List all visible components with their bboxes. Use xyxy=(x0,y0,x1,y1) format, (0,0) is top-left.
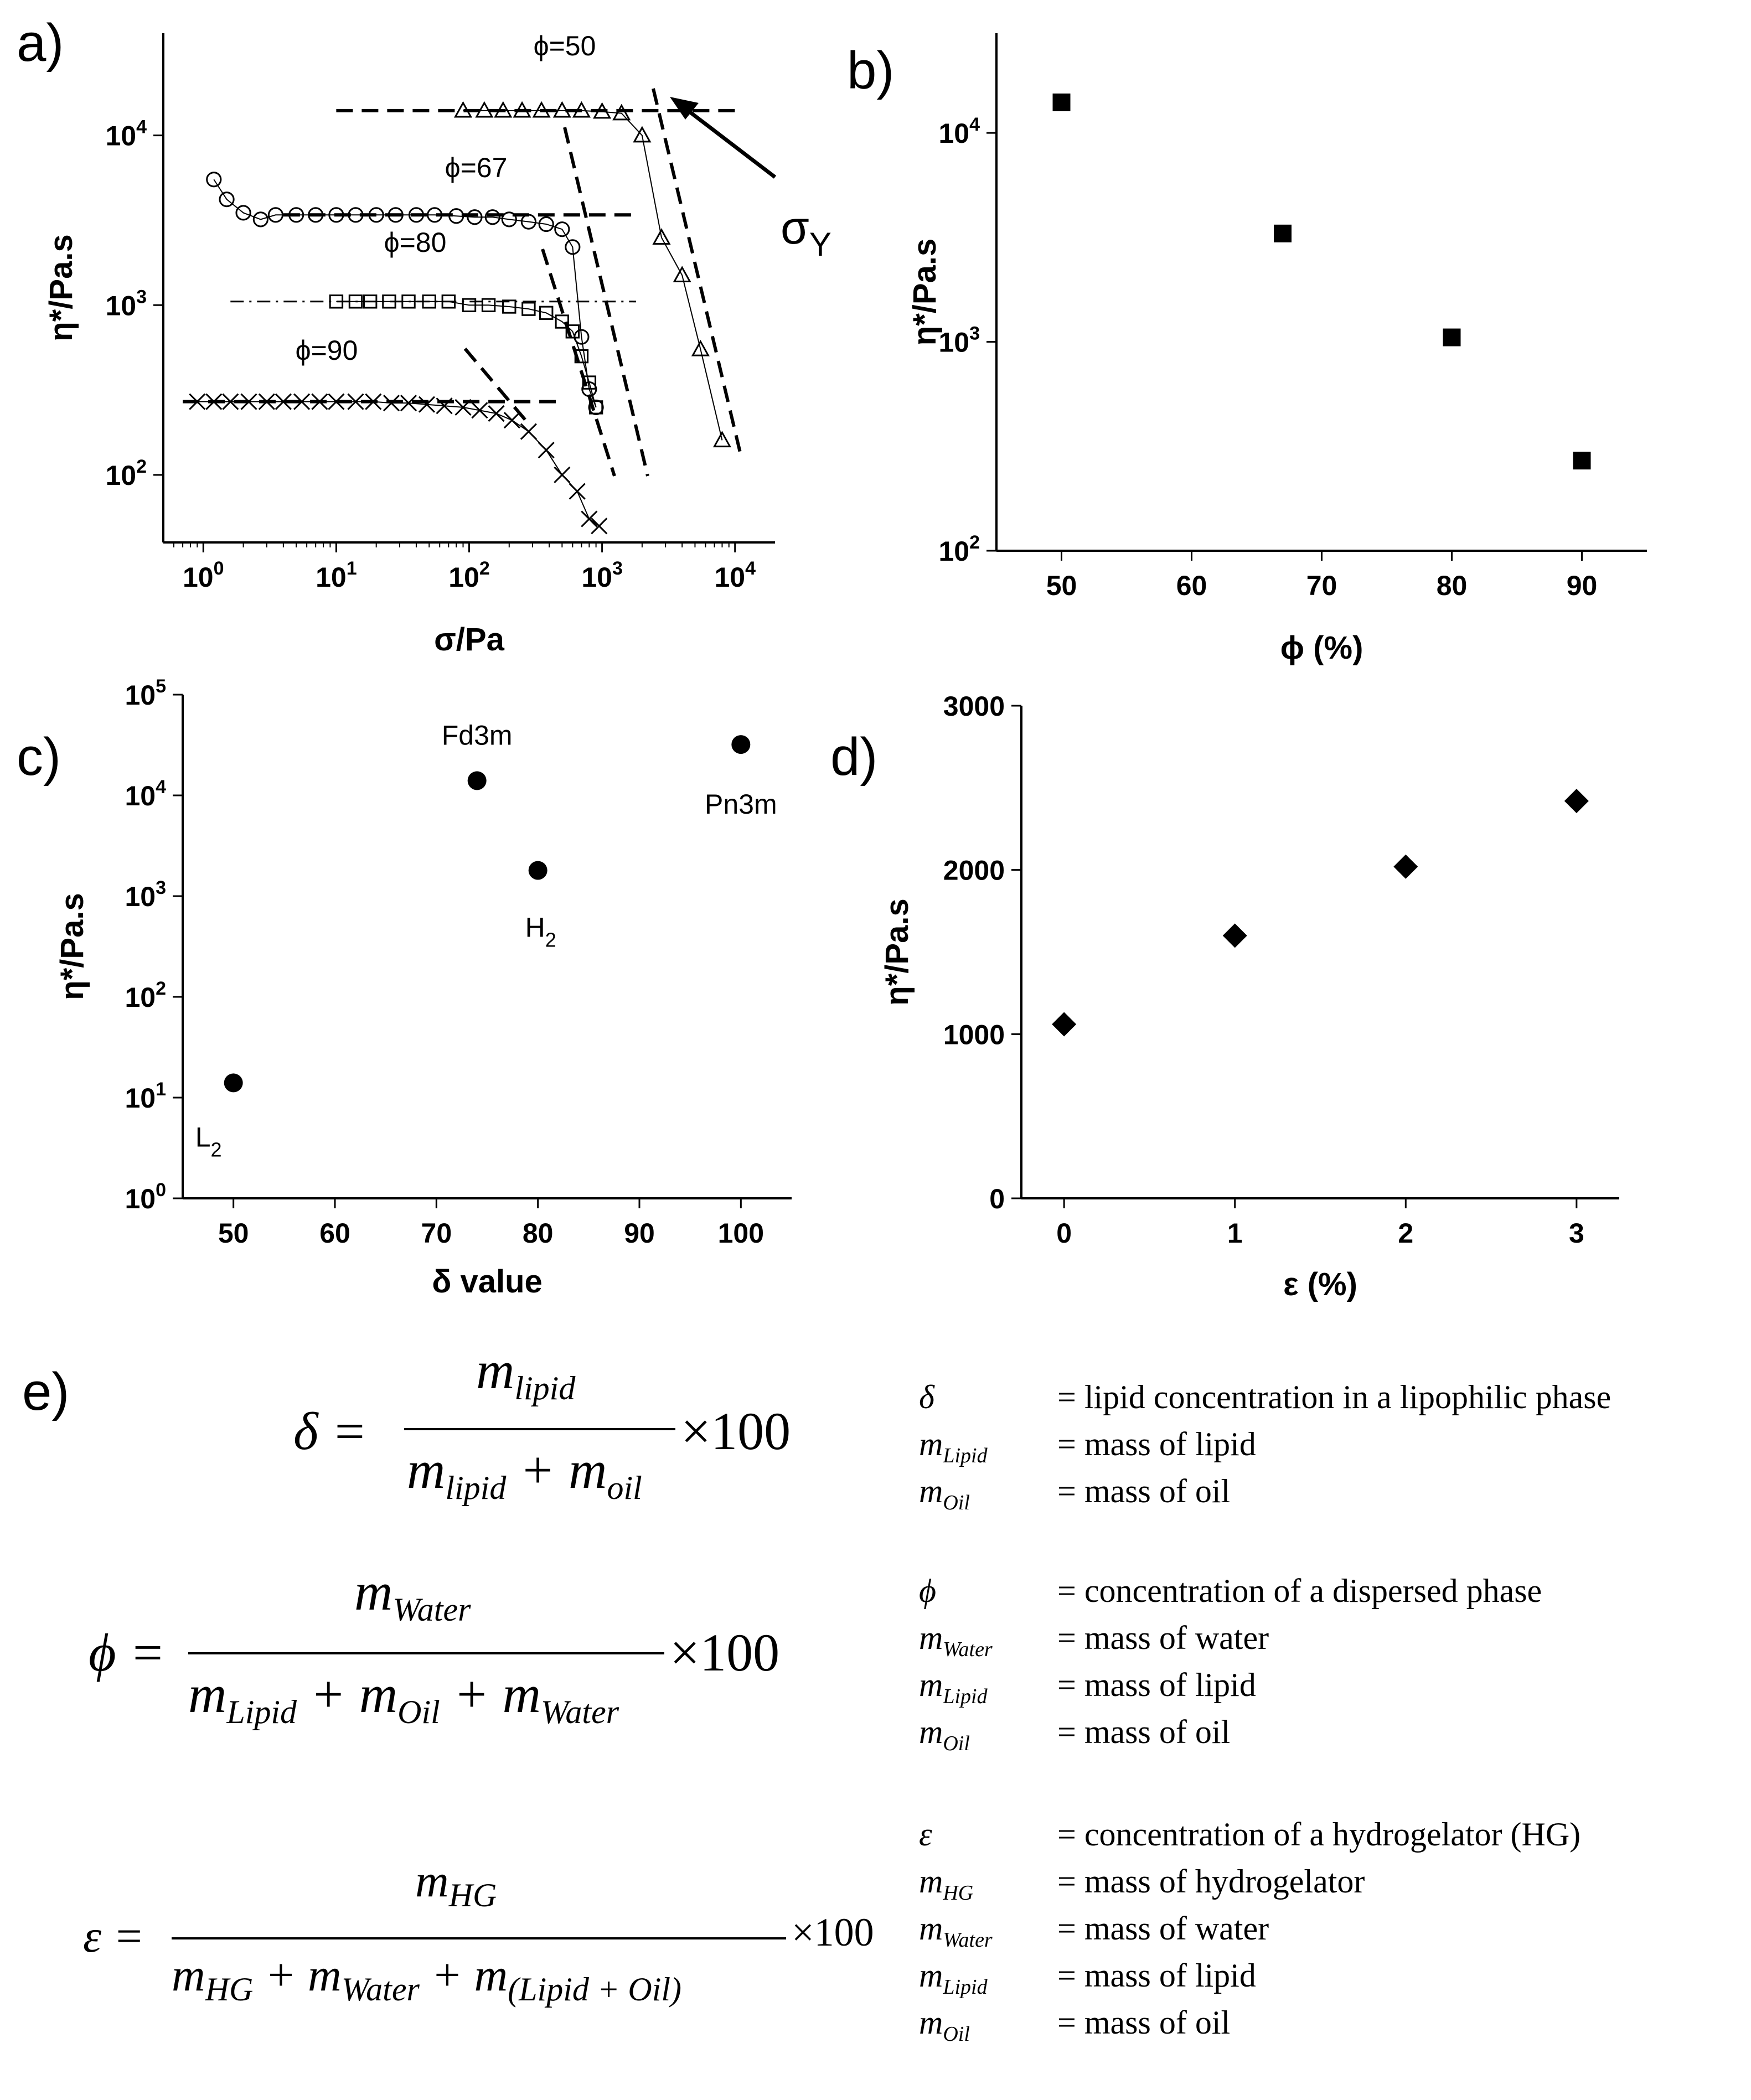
x-tick-label: 90 xyxy=(624,1218,655,1249)
data-point xyxy=(731,735,750,754)
definition-symbol: $m_{Lipid}$ xyxy=(919,1667,988,1708)
definition-text: = concentration of a dispersed phase xyxy=(1057,1573,1542,1609)
series-line xyxy=(197,402,599,526)
epsilon-lhs: ε = xyxy=(83,1911,144,1962)
x-axis-label: δ value xyxy=(432,1264,543,1300)
data-point xyxy=(489,406,504,421)
phi-equation xyxy=(89,1561,808,1738)
phi-denominator: $m_{Lipid} + m_{Oil} + m_{Water}$ xyxy=(188,1664,619,1731)
definition-text: = mass of lipid xyxy=(1057,1426,1256,1462)
y-tick-label: 3000 xyxy=(943,691,1005,722)
x-tick-label: 80 xyxy=(522,1218,554,1249)
epsilon-equation xyxy=(83,1854,886,2031)
y-axis-label: η*/Pa.s xyxy=(54,893,90,1000)
epsilon-times: ×100 xyxy=(792,1910,874,1954)
x-tick-label: 90 xyxy=(1566,570,1598,601)
point-label: Pn3m xyxy=(705,789,777,820)
data-point xyxy=(529,861,547,880)
x-tick-label: 60 xyxy=(1176,570,1207,601)
data-point xyxy=(504,412,520,428)
y-tick-label: $10^2$ xyxy=(105,456,147,491)
data-point xyxy=(468,771,487,790)
definition-text: = mass of lipid xyxy=(1057,1957,1256,1994)
y-tick-label: $10^3$ xyxy=(938,323,980,358)
delta-times: ×100 xyxy=(681,1401,791,1461)
x-tick-label: 70 xyxy=(1306,570,1337,601)
x-tick-label: 100 xyxy=(717,1218,765,1249)
y-tick-label: $10^4$ xyxy=(105,116,147,152)
definition-symbol: $m_{HG}$ xyxy=(919,1863,974,1905)
y-tick-label: 1000 xyxy=(943,1019,1005,1051)
definition-symbol: $m_{Oil}$ xyxy=(919,2004,970,2046)
chart-a xyxy=(43,30,831,658)
x-tick-label: $10^4$ xyxy=(714,558,756,593)
epsilon-denominator: $m_{HG} + m_{Water} + m_{(Lipid + Oil)}$ xyxy=(172,1949,682,2008)
phi-numerator: $m_{Water}$ xyxy=(354,1562,471,1628)
definition-symbol: $m_{Oil}$ xyxy=(919,1473,970,1514)
definition-symbol: $m_{Lipid}$ xyxy=(919,1957,988,1999)
data-point xyxy=(539,442,554,458)
definition-symbol: ϕ xyxy=(919,1573,937,1609)
y-axis-label: η*/Pa.s xyxy=(879,898,915,1006)
data-point xyxy=(1053,94,1071,111)
panel-label-a: a) xyxy=(17,13,64,73)
series-line xyxy=(336,302,596,407)
x-tick-label: 70 xyxy=(421,1218,452,1249)
chart-d xyxy=(879,691,1619,1302)
series-label: ϕ=50 xyxy=(533,30,596,61)
delta-fraction-bar xyxy=(404,1428,675,1430)
y-tick-label: $10^2$ xyxy=(125,978,166,1013)
sigma-y-arrow xyxy=(681,105,775,177)
definition-symbol: $m_{Oil}$ xyxy=(919,1714,970,1755)
data-point xyxy=(1443,329,1461,346)
x-tick-label: $10^3$ xyxy=(581,558,623,593)
panel-label-e: e) xyxy=(22,1362,70,1421)
x-tick-label: $10^2$ xyxy=(448,558,490,593)
guide-line xyxy=(653,89,742,459)
definition-text: = mass of oil xyxy=(1057,2004,1231,2041)
delta-denominator: $m_{lipid} + m_{oil}$ xyxy=(407,1440,642,1507)
series-label: ϕ=90 xyxy=(295,335,358,366)
definition-text: = concentration of a hydrogelator (HG) xyxy=(1057,1816,1581,1853)
y-tick-label: $10^0$ xyxy=(125,1180,166,1214)
x-tick-label: $10^0$ xyxy=(183,558,224,593)
data-point xyxy=(472,402,488,418)
x-tick-label: 1 xyxy=(1227,1218,1243,1249)
y-tick-label: $10^1$ xyxy=(125,1079,166,1114)
phi-fraction-bar xyxy=(188,1652,664,1654)
y-tick-label: 2000 xyxy=(943,855,1005,886)
delta-numerator: $m_{lipid}$ xyxy=(476,1341,576,1407)
data-point xyxy=(570,484,585,499)
panel-label-d: d) xyxy=(830,727,878,787)
equations-section xyxy=(0,1317,1751,2100)
definition-text: = mass of oil xyxy=(1057,1473,1231,1509)
point-label: $L_2$ xyxy=(195,1121,222,1161)
definition-text: = mass of oil xyxy=(1057,1714,1231,1750)
definition-symbol: ε xyxy=(919,1816,932,1853)
definition-symbol: $m_{Water}$ xyxy=(919,1620,993,1661)
phi-lhs: ϕ = xyxy=(89,1623,166,1682)
definition-symbol: δ xyxy=(919,1379,934,1415)
phi-times: ×100 xyxy=(670,1623,780,1682)
x-axis-label: σ/Pa xyxy=(434,622,504,658)
epsilon-fraction-bar xyxy=(172,1937,786,1939)
data-point xyxy=(224,1073,243,1092)
x-axis-label: ε (%) xyxy=(1283,1266,1357,1302)
y-axis-label: η*/Pa.s xyxy=(43,234,79,342)
definition-symbol: $m_{Water}$ xyxy=(919,1910,993,1952)
definition-text: = mass of lipid xyxy=(1057,1667,1256,1703)
delta-equation xyxy=(293,1339,847,1517)
sigma-y-label: σY xyxy=(781,201,831,263)
panel-label-c: c) xyxy=(17,727,61,787)
x-tick-label: $10^1$ xyxy=(316,558,357,593)
definition-symbol: $m_{Lipid}$ xyxy=(919,1426,988,1467)
y-tick-label: $10^5$ xyxy=(125,676,166,711)
x-tick-label: 80 xyxy=(1436,570,1468,601)
y-tick-label: 0 xyxy=(989,1183,1005,1214)
x-tick-label: 50 xyxy=(218,1218,249,1249)
x-tick-label: 50 xyxy=(1046,570,1077,601)
y-tick-label: $10^3$ xyxy=(105,286,147,322)
data-point xyxy=(1223,923,1247,948)
x-tick-label: 60 xyxy=(319,1218,350,1249)
definition-text: = mass of water xyxy=(1057,1620,1269,1656)
data-point xyxy=(554,467,570,483)
definition-text: = lipid concentration in a lipophilic phase xyxy=(1057,1379,1611,1415)
x-axis-label: ϕ (%) xyxy=(1280,630,1363,666)
series-label: ϕ=67 xyxy=(445,152,508,183)
point-label: Fd3m xyxy=(441,720,513,751)
delta-lhs: δ = xyxy=(293,1401,368,1461)
definition-text: = mass of water xyxy=(1057,1910,1269,1947)
x-tick-label: 3 xyxy=(1568,1218,1584,1249)
y-tick-label: $10^4$ xyxy=(125,777,166,811)
panel-label-b: b) xyxy=(847,41,895,100)
x-tick-label: 0 xyxy=(1056,1218,1072,1249)
y-tick-label: $10^3$ xyxy=(125,877,166,912)
y-tick-label: $10^2$ xyxy=(938,532,980,567)
data-point xyxy=(1573,452,1591,469)
series-label: ϕ=80 xyxy=(384,227,447,258)
data-point xyxy=(1052,1012,1076,1037)
y-axis-label: η*/Pa.s xyxy=(907,238,943,346)
data-point xyxy=(1564,789,1589,813)
y-tick-label: $10^4$ xyxy=(938,114,980,149)
data-point xyxy=(1274,225,1292,242)
data-point xyxy=(581,511,597,527)
epsilon-numerator: $m_{HG}$ xyxy=(415,1855,497,1913)
data-point xyxy=(1393,855,1418,879)
x-tick-label: 2 xyxy=(1398,1218,1414,1249)
data-point xyxy=(521,424,536,439)
chart-c xyxy=(54,676,792,1300)
chart-b xyxy=(907,33,1647,666)
definition-text: = mass of hydrogelator xyxy=(1057,1863,1365,1900)
point-label: $H_2$ xyxy=(525,912,556,951)
data-point xyxy=(591,518,607,534)
